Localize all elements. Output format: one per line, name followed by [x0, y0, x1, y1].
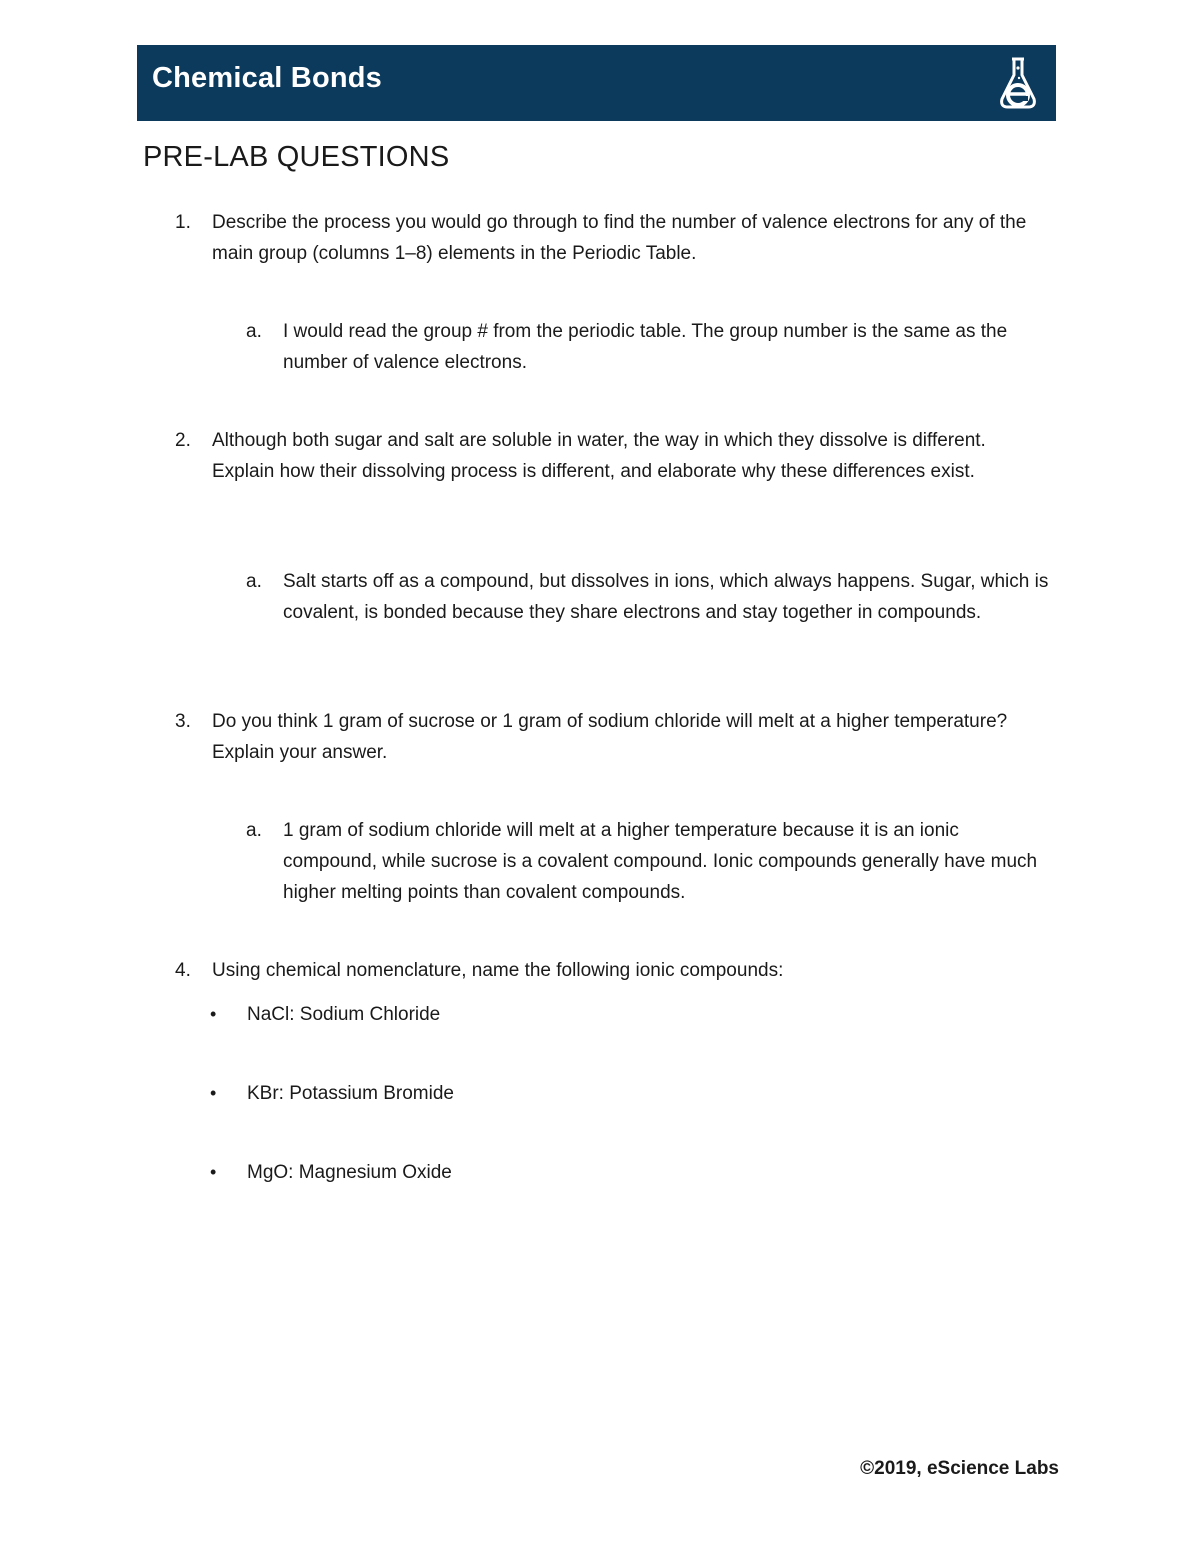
question-text: Do you think 1 gram of sucrose or 1 gram of sodium chloride will melt at a higher temperature? Explain your answer.	[212, 711, 1008, 763]
answer-text: I would read the group # from the periodic table. The group number is the same as the number of valence electrons.	[283, 321, 1008, 373]
document-title: Chemical Bonds	[152, 62, 383, 94]
question-text: Although both sugar and salt are soluble in water, the way in which they dissolve is different. Explain how their dissolving process is different, and elaborate why these differences exist.	[212, 430, 986, 482]
question-number: 3.	[175, 711, 191, 732]
question-text: Using chemical nomenclature, name the following ionic compounds:	[212, 960, 784, 981]
bullet-icon: •	[210, 1083, 217, 1103]
answer-text: Salt starts off as a compound, but dissolves in ions, which always happens. Sugar, which is covalent, is bonded because they share electrons and stay together in compounds.	[283, 571, 1049, 623]
question-number: 4.	[175, 960, 191, 981]
bullet-icon: •	[210, 1162, 217, 1182]
answer-letter: a.	[246, 571, 262, 592]
section-heading: PRE-LAB QUESTIONS	[143, 141, 450, 173]
answer-letter: a.	[246, 820, 262, 841]
list-item-text: MgO: Magnesium Oxide	[247, 1162, 452, 1183]
list-item-text: NaCl: Sodium Chloride	[247, 1004, 441, 1025]
flask-e-icon	[988, 53, 1048, 113]
question-text: Describe the process you would go through to find the number of valence electrons for any of the main group (columns 1–8) elements in the Periodic Table.	[212, 212, 1027, 264]
copyright-footer: ©2019, eScience Labs	[860, 1458, 1059, 1479]
answer-letter: a.	[246, 321, 262, 342]
list-item-text: KBr: Potassium Bromide	[247, 1083, 454, 1104]
answer-text: 1 gram of sodium chloride will melt at a higher temperature because it is an ionic compound, while sucrose is a covalent compound. Ionic compounds generally have much higher melting points than covalent compounds.	[283, 820, 1038, 903]
question-number: 1.	[175, 212, 191, 233]
bullet-icon: •	[210, 1004, 217, 1024]
header-bar	[137, 45, 1056, 121]
question-number: 2.	[175, 430, 191, 451]
